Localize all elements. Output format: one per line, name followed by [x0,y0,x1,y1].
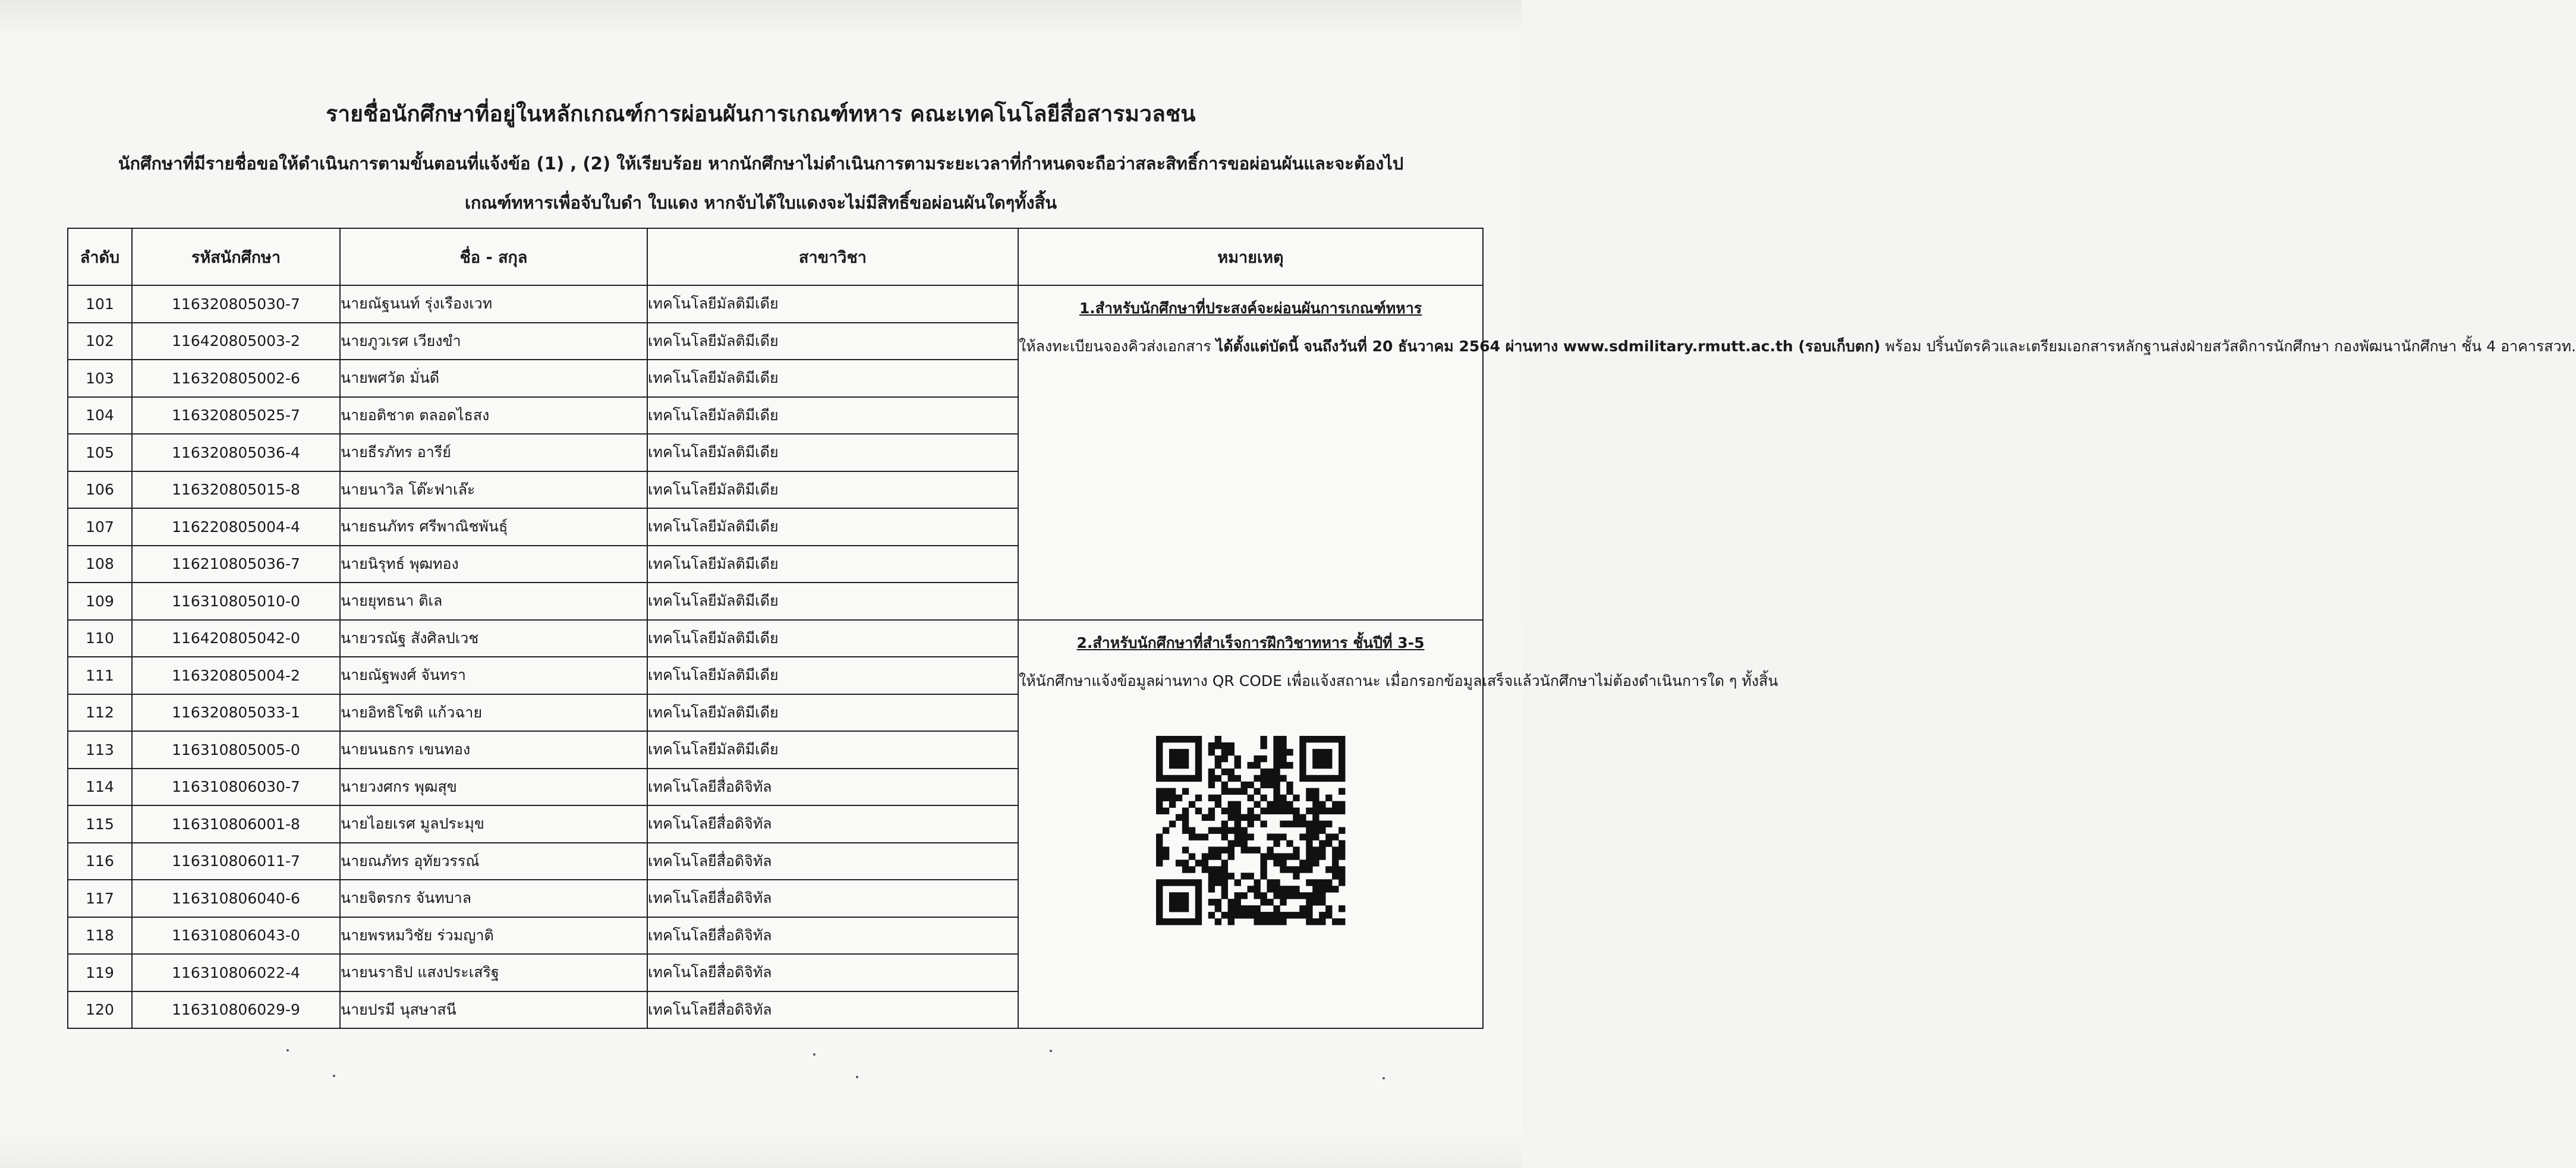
cell-major: เทคโนโลยีมัลติมีเดีย [647,657,1018,694]
scan-speck [1050,1050,1052,1052]
cell-major: เทคโนโลยีมัลติมีเดีย [647,434,1018,471]
cell-name: นายไอยเรศ มูลประมุข [340,805,647,843]
note-1-heading: 1.สำหรับนักศึกษาที่ประสงค์จะผ่อนผันการเกณฑ์ทหาร [1079,300,1422,317]
cell-no: 108 [68,546,132,583]
remark-note-1 [1018,285,2576,620]
cell-name: นายอติชาต ตลอดไธสง [340,397,647,435]
note-1-body [1019,328,2576,366]
cell-student-id: 116210805036-7 [132,546,340,583]
cell-no: 109 [68,583,132,620]
cell-name: นายยุทธนา ติเล [340,583,647,620]
cell-major: เทคโนโลยีสื่อดิจิทัล [647,880,1018,917]
cell-major: เทคโนโลยีสื่อดิจิทัล [647,991,1018,1029]
cell-major: เทคโนโลยีสื่อดิจิทัล [647,843,1018,880]
page-title: รายชื่อนักศึกษาที่อยู่ในหลักเกณฑ์การผ่อนผันการเกณฑ์ทหาร คณะเทคโนโลยีสื่อสารมวลชน [326,101,1196,127]
cell-name: นายธีรภัทร อารีย์ [340,434,647,471]
cell-major: เทคโนโลยีสื่อดิจิทัล [647,917,1018,955]
cell-major: เทคโนโลยีมัลติมีเดีย [647,471,1018,509]
student-table [67,228,2576,1029]
cell-major: เทคโนโลยีสื่อดิจิทัล [647,954,1018,991]
cell-student-id: 116320805033-1 [132,694,340,732]
cell-name: นายปรมี นุสษาสนี [340,991,647,1029]
cell-no: 110 [68,620,132,657]
cell-student-id: 116310806001-8 [132,805,340,843]
cell-no: 113 [68,731,132,769]
cell-no: 111 [68,657,132,694]
cell-name: นายวรณัฐ สังศิลปเวช [340,620,647,657]
cell-name: นายนราธิป แสงประเสริฐ [340,954,647,991]
cell-no: 116 [68,843,132,880]
cell-major: เทคโนโลยีสื่อดิจิทัล [647,769,1018,806]
header-remark: หมายเหตุ [1018,228,1483,285]
cell-student-id: 116310806043-0 [132,917,340,955]
cell-student-id: 116310806030-7 [132,769,340,806]
cell-major: เทคโนโลยีสื่อดิจิทัล [647,805,1018,843]
cell-no: 101 [68,285,132,323]
cell-student-id: 116310806040-6 [132,880,340,917]
cell-name: นายนิรุทธ์ พุฒทอง [340,546,647,583]
scan-speck [286,1049,289,1051]
cell-student-id: 116220805004-4 [132,508,340,546]
table-header-row [68,228,1483,285]
cell-name: นายณภัทร อุทัยวรรณ์ [340,843,647,880]
cell-student-id: 116310806029-9 [132,991,340,1029]
cell-student-id: 116310806011-7 [132,843,340,880]
cell-student-id: 116310805005-0 [132,731,340,769]
cell-name: นายวงศกร พุฒสุข [340,769,647,806]
cell-major: เทคโนโลยีมัลติมีเดีย [647,731,1018,769]
cell-no: 118 [68,917,132,955]
scan-speck [856,1076,858,1078]
cell-name: นายนนธกร เขนทอง [340,731,647,769]
cell-name: นายพรหมวิชัย ร่วมญาติ [340,917,647,955]
cell-student-id: 116320805015-8 [132,471,340,509]
table-row [68,285,1483,323]
cell-name: นายนาวิล โต๊ะฟาเล๊ะ [340,471,647,509]
cell-no: 106 [68,471,132,509]
cell-no: 104 [68,397,132,435]
cell-no: 105 [68,434,132,471]
table-body [68,285,2576,1028]
cell-major: เทคโนโลยีมัลติมีเดีย [647,694,1018,732]
cell-student-id: 116310805010-0 [132,583,340,620]
note-1-text-a: ให้ลงทะเบียนจองคิวส่งเอกสาร [1019,338,1216,355]
instruction-line-1: นักศึกษาที่มีรายชื่อขอให้ดำเนินการตามขั้นตอนที่แจ้งข้อ (1) , (2) ให้เรียบร้อย หากนักศึกษาไม่ดำเนินการตามระยะเวลาที่กำหนดจะถือว่าสละสิทธิ์การขอผ่อนผันและจะต้องไป [118,153,1404,174]
cell-major: เทคโนโลยีมัลติมีเดีย [647,397,1018,435]
cell-major: เทคโนโลยีมัลติมีเดีย [647,285,1018,323]
cell-major: เทคโนโลยีมัลติมีเดีย [647,508,1018,546]
remark-note-2 [1018,620,1778,1029]
instruction-line-2: เกณฑ์ทหารเพื่อจับใบดำ ใบแดง หากจับได้ใบแดงจะไม่มีสิทธิ์ขอผ่อนผันใดๆทั้งสิ้น [464,193,1057,213]
cell-no: 102 [68,323,132,360]
header-name: ชื่อ - สกุล [340,228,647,285]
cell-major: เทคโนโลยีมัลติมีเดีย [647,323,1018,360]
cell-name: นายธนภัทร ศรีพาณิชพันธุ์ [340,508,647,546]
cell-no: 115 [68,805,132,843]
cell-student-id: 116320805030-7 [132,285,340,323]
note-2-heading: 2.สำหรับนักศึกษาที่สำเร็จการฝึกวิชาทหาร ชั้นปีที่ 3-5 [1076,634,1425,651]
table-row [68,620,1483,657]
cell-major: เทคโนโลยีมัลติมีเดีย [647,620,1018,657]
note-1-text-bold: ได้ตั้งแต่บัดนี้ จนถึงวันที่ 20 ธันวาคม 2564 ผ่านทาง www.sdmilitary.rmutt.ac.th (รอบเก็บตก) [1215,338,1881,355]
cell-no: 114 [68,769,132,806]
header-student-id: รหัสนักศึกษา [132,228,340,285]
cell-no: 120 [68,991,132,1029]
cell-no: 107 [68,508,132,546]
qr-code-icon[interactable] [1156,736,1345,925]
header-major: สาขาวิชา [647,228,1018,285]
cell-student-id: 116420805042-0 [132,620,340,657]
note-1-text-c: พร้อม ปริ้นบัตรคิวและเตรียมเอกสารหลักฐานส่งฝ่ายสวัสดิการนักศึกษา กองพัฒนานักศึกษา ชั้น 4 อาคารสวท. [1880,338,2576,355]
cell-name: นายภูวเรศ เวียงขำ [340,323,647,360]
scan-speck [333,1075,335,1077]
cell-name: นายจิตรกร จันทบาล [340,880,647,917]
cell-major: เทคโนโลยีมัลติมีเดีย [647,546,1018,583]
cell-name: นายณัฐนนท์ รุ่งเรืองเวท [340,285,647,323]
header-no: ลำดับ [68,228,132,285]
cell-no: 119 [68,954,132,991]
cell-name: นายอิทธิโชติ แก้วฉาย [340,694,647,732]
cell-major: เทคโนโลยีมัลติมีเดีย [647,583,1018,620]
cell-student-id: 116310806022-4 [132,954,340,991]
cell-student-id: 116320805036-4 [132,434,340,471]
cell-student-id: 116320805002-6 [132,360,340,397]
cell-student-id: 116420805003-2 [132,323,340,360]
cell-no: 103 [68,360,132,397]
cell-name: นายพศวัต มั่นดี [340,360,647,397]
cell-student-id: 116320805025-7 [132,397,340,435]
cell-no: 117 [68,880,132,917]
cell-major: เทคโนโลยีมัลติมีเดีย [647,360,1018,397]
cell-name: นายณัฐพงศ์ จันทรา [340,657,647,694]
note-2-body: ให้นักศึกษาแจ้งข้อมูลผ่านทาง QR CODE เพื่อแจ้งสถานะ เมื่อกรอกข้อมูลเสร็จแล้วนักศึกษาไม่ต้องดำเนินการใด ๆ ทั้งสิ้น [1019,672,1778,690]
scan-speck [1383,1077,1385,1079]
cell-no: 112 [68,694,132,732]
qr-code-graphic [1156,736,1345,925]
cell-student-id: 116320805004-2 [132,657,340,694]
scan-speck [813,1053,815,1056]
